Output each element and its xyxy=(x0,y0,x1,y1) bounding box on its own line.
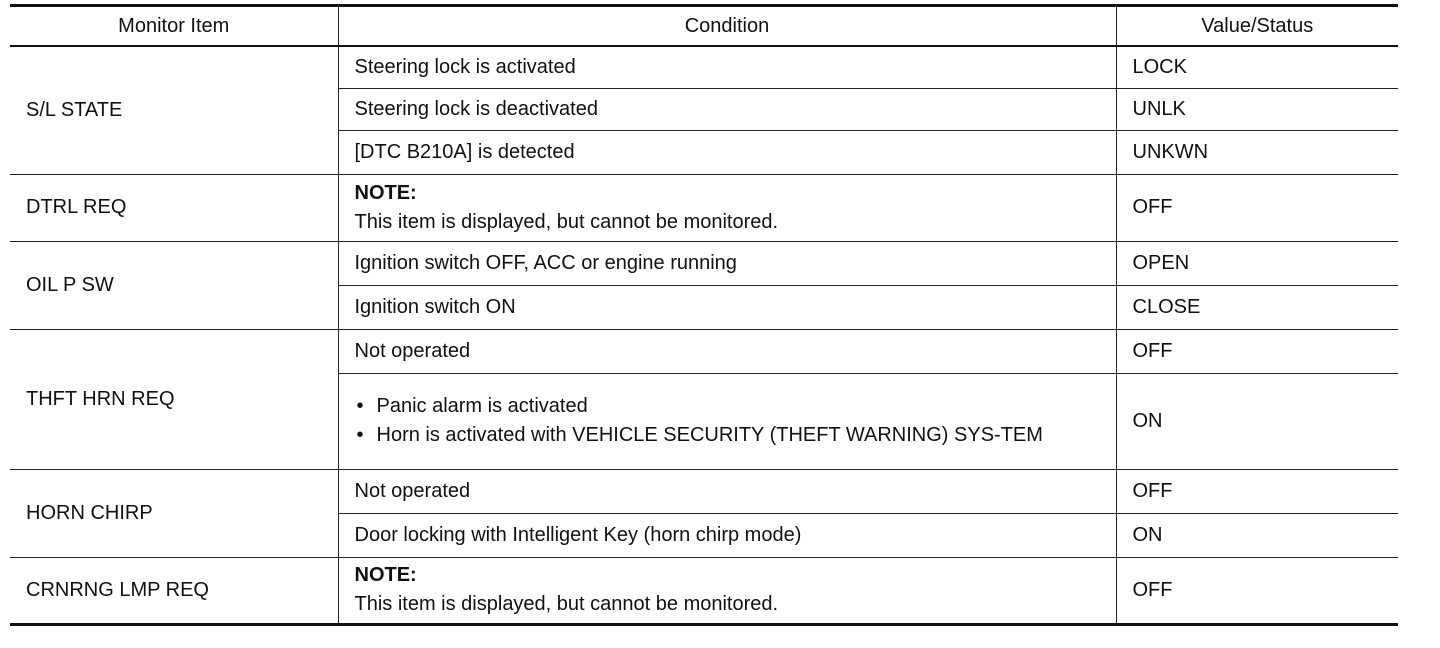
condition-cell xyxy=(338,373,1116,469)
monitor-item-cell: OIL P SW xyxy=(10,241,338,329)
value-cell: ON xyxy=(1116,373,1398,469)
value-cell: OFF xyxy=(1116,469,1398,513)
header-row xyxy=(10,6,1398,47)
value-cell: OFF xyxy=(1116,174,1398,241)
condition-cell: Ignition switch ON xyxy=(338,285,1116,329)
header-monitor-item: Monitor Item xyxy=(10,6,338,47)
note-text: This item is displayed, but cannot be monitored. xyxy=(354,593,779,615)
note-cell xyxy=(338,174,1116,241)
note-heading: NOTE: xyxy=(354,564,417,586)
condition-cell: Steering lock is deactivated xyxy=(338,88,1116,130)
value-cell: OFF xyxy=(1116,329,1398,373)
note-text: This item is displayed, but cannot be monitored. xyxy=(354,210,779,233)
value-cell: OPEN xyxy=(1116,241,1398,285)
value-cell: LOCK xyxy=(1116,46,1398,88)
value-cell: UNKWN xyxy=(1116,130,1398,174)
condition-cell: Ignition switch OFF, ACC or engine running xyxy=(338,241,1116,285)
header-value-status: Value/Status xyxy=(1116,6,1398,47)
monitor-item-cell: HORN CHIRP xyxy=(10,469,338,557)
table-row xyxy=(10,46,1398,88)
note-heading: NOTE: xyxy=(354,181,417,204)
value-cell: UNLK xyxy=(1116,88,1398,130)
list-item: • Panic alarm is activated xyxy=(355,392,1100,421)
table-row xyxy=(10,174,1398,241)
monitor-item-cell: DTRL REQ xyxy=(10,174,338,241)
condition-bullet-list xyxy=(355,392,1100,450)
condition-cell: Not operated xyxy=(338,469,1116,513)
table-row xyxy=(10,241,1398,285)
condition-cell: Steering lock is activated xyxy=(338,46,1116,88)
table-row xyxy=(10,469,1398,513)
value-cell: OFF xyxy=(1116,557,1398,624)
note-cell xyxy=(338,557,1116,624)
value-cell: ON xyxy=(1116,513,1398,557)
monitor-item-cell: S/L STATE xyxy=(10,46,338,174)
table-row xyxy=(10,329,1398,373)
value-cell: CLOSE xyxy=(1116,285,1398,329)
list-item: • Horn is activated with VEHICLE SECURITY (THEFT WARNING) SYS-TEM xyxy=(355,421,1100,450)
table-row xyxy=(10,557,1398,624)
header-condition: Condition xyxy=(338,6,1116,47)
monitor-table xyxy=(10,4,1398,626)
monitor-item-cell: THFT HRN REQ xyxy=(10,329,338,469)
condition-cell: Door locking with Intelligent Key (horn chirp mode) xyxy=(338,513,1116,557)
condition-cell: [DTC B210A] is detected xyxy=(338,130,1116,174)
condition-cell: Not operated xyxy=(338,329,1116,373)
monitor-item-cell: CRNRNG LMP REQ xyxy=(10,557,338,624)
